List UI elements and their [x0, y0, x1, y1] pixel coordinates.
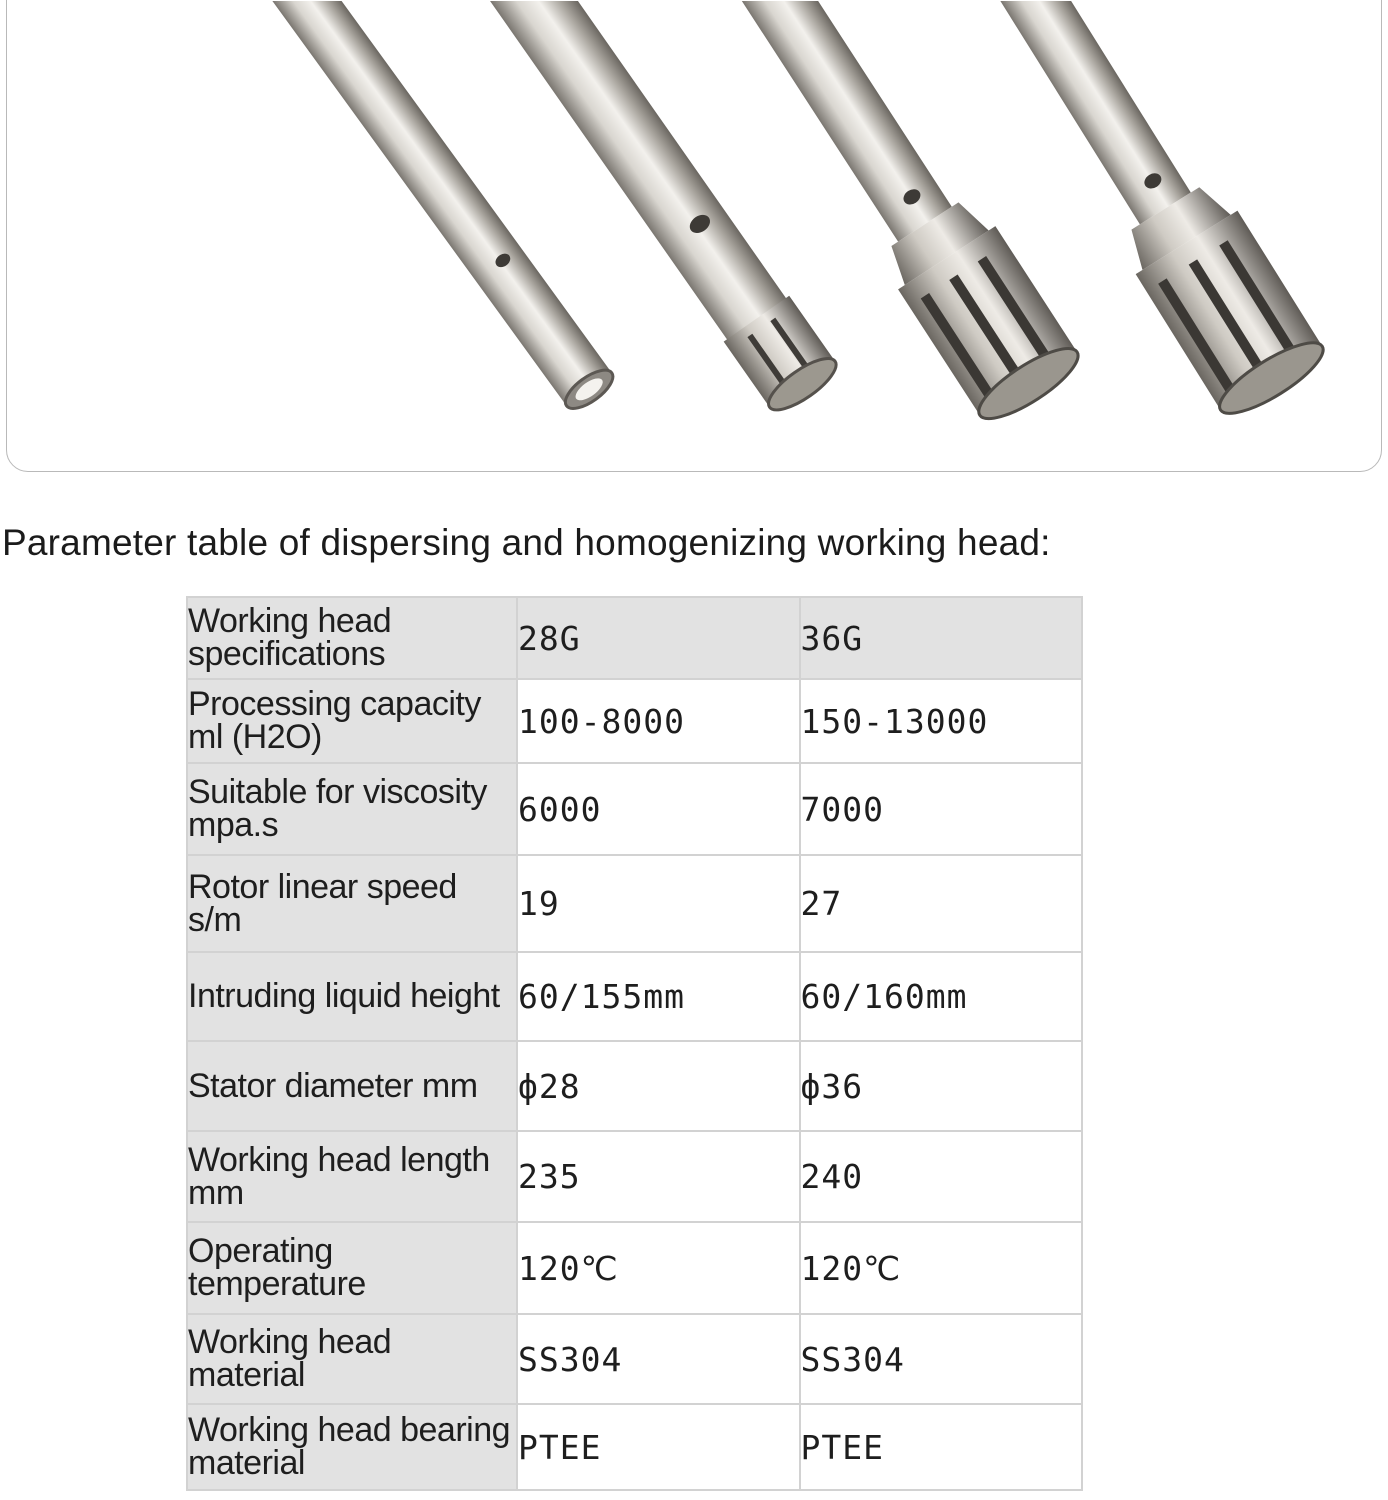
table-row: [187, 1404, 1082, 1490]
row-label: Intruding liquid height: [187, 952, 517, 1041]
row-value-28g: 6000: [517, 763, 800, 855]
row-value-28g: ф28: [517, 1041, 800, 1131]
row-label: Working head bearing material: [187, 1404, 517, 1490]
row-value-28g: 19: [517, 855, 800, 952]
row-label: Stator diameter mm: [187, 1041, 517, 1131]
row-value-28g: 60/155mm: [517, 952, 800, 1041]
table-row: [187, 1131, 1082, 1222]
dispersing-working-heads-photo: [7, 1, 1382, 471]
row-value-36g: SS304: [800, 1314, 1083, 1404]
table-row: [187, 1222, 1082, 1314]
row-label: Working head length mm: [187, 1131, 517, 1222]
table-row: [187, 679, 1082, 763]
row-label: Processing capacity ml (H2O): [187, 679, 517, 763]
page-title: Parameter table of dispersing and homogenizing working head:: [2, 522, 1051, 563]
parameter-table: [186, 596, 1083, 1491]
row-value-36g: ф36: [800, 1041, 1083, 1131]
row-value-36g: 27: [800, 855, 1083, 952]
header-label: Working head specifications: [187, 597, 517, 679]
table-row: [187, 952, 1082, 1041]
table-header-row: [187, 597, 1082, 679]
row-label: Suitable for viscosity mpa.s: [187, 763, 517, 855]
table-row: [187, 1041, 1082, 1131]
header-col-36g: 36G: [800, 597, 1083, 679]
row-value-36g: 7000: [800, 763, 1083, 855]
row-value-36g: 120℃: [800, 1222, 1083, 1314]
table-row: [187, 855, 1082, 952]
row-label: Rotor linear speed s/m: [187, 855, 517, 952]
row-value-36g: 240: [800, 1131, 1083, 1222]
row-value-28g: PTEE: [517, 1404, 800, 1490]
row-label: Working head material: [187, 1314, 517, 1404]
row-label: Operating temperature: [187, 1222, 517, 1314]
row-value-28g: 120℃: [517, 1222, 800, 1314]
row-value-28g: 100-8000: [517, 679, 800, 763]
row-value-36g: PTEE: [800, 1404, 1083, 1490]
header-col-28g: 28G: [517, 597, 800, 679]
table-row: [187, 1314, 1082, 1404]
row-value-28g: 235: [517, 1131, 800, 1222]
table-row: [187, 763, 1082, 855]
row-value-36g: 150-13000: [800, 679, 1083, 763]
row-value-28g: SS304: [517, 1314, 800, 1404]
row-value-36g: 60/160mm: [800, 952, 1083, 1041]
product-photo-frame: [6, 0, 1382, 472]
